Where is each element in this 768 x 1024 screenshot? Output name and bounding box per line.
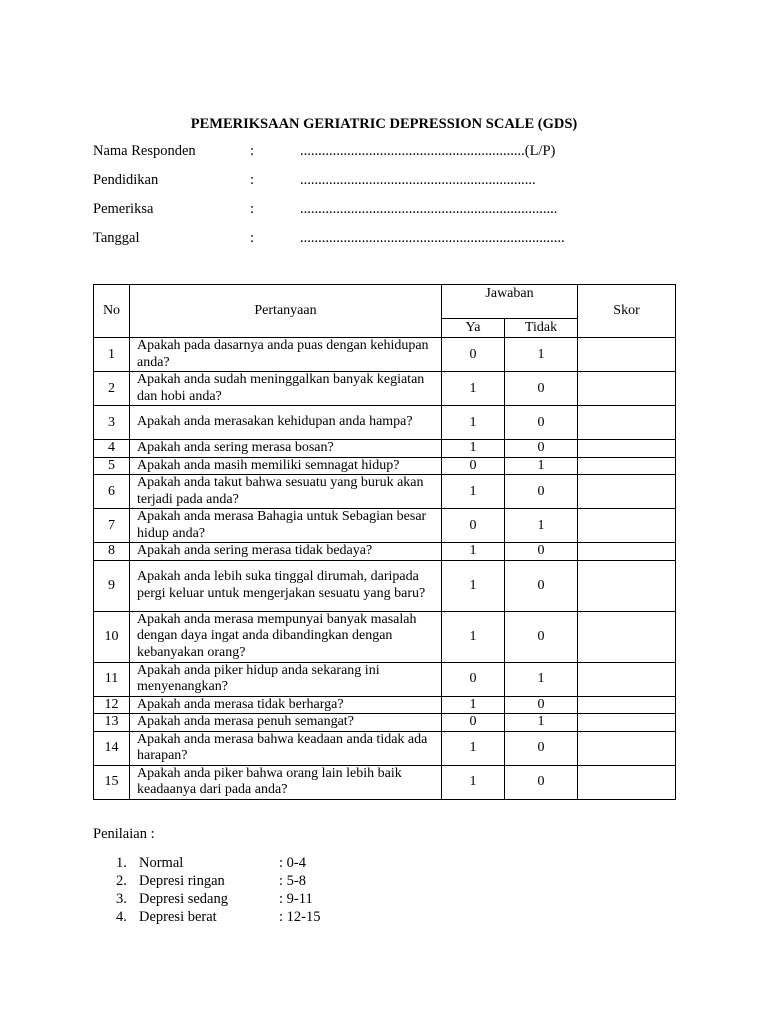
row-skor[interactable] [578, 475, 676, 509]
table-row [94, 696, 676, 714]
row-ya: 1 [442, 731, 505, 765]
row-ya: 1 [442, 372, 505, 406]
header-skor: Skor [578, 285, 676, 338]
row-tidak: 0 [505, 475, 578, 509]
table-row [94, 662, 676, 696]
penilaian-category: Normal [139, 855, 184, 871]
table-row [94, 714, 676, 732]
row-number: 5 [94, 457, 130, 475]
table-row [94, 765, 676, 799]
row-skor[interactable] [578, 440, 676, 458]
row-tidak: 0 [505, 560, 578, 611]
penilaian-item [116, 854, 416, 872]
penilaian-category: Depresi berat [139, 909, 217, 925]
row-ya: 1 [442, 611, 505, 662]
field-nama-responden [93, 141, 713, 161]
row-ya: 0 [442, 662, 505, 696]
row-ya: 0 [442, 338, 505, 372]
row-question: Apakah anda merasa mempunyai banyak masalah dengan daya ingat anda dibandingkan dengan kebanyakan orang? [130, 611, 442, 662]
field-colon: : [250, 143, 255, 159]
penilaian-category: Depresi sedang [139, 891, 228, 907]
row-question: Apakah anda lebih suka tinggal dirumah, daripada pergi keluar untuk mengerjakan sesuatu yang baru? [130, 560, 442, 611]
penilaian-range: : 9-11 [279, 891, 313, 907]
penilaian-item [116, 872, 416, 890]
penilaian-number: 1. [116, 855, 127, 871]
penilaian-item [116, 908, 416, 926]
row-ya: 1 [442, 475, 505, 509]
field-label: Pendidikan [93, 172, 159, 188]
row-ya: 1 [442, 543, 505, 561]
row-ya: 1 [442, 696, 505, 714]
penilaian-range: : 5-8 [279, 873, 306, 889]
row-ya: 1 [442, 406, 505, 440]
row-question: Apakah anda piker bahwa orang lain lebih baik keadaanya dari pada anda? [130, 765, 442, 799]
row-tidak: 0 [505, 440, 578, 458]
row-number: 13 [94, 714, 130, 732]
row-question: Apakah pada dasarnya anda puas dengan kehidupan anda? [130, 338, 442, 372]
header-tidak: Tidak [505, 319, 578, 338]
row-tidak: 1 [505, 338, 578, 372]
table-row [94, 440, 676, 458]
field-colon: : [250, 172, 255, 188]
row-skor[interactable] [578, 560, 676, 611]
field-value[interactable]: ................................................................. [300, 172, 536, 188]
row-skor[interactable] [578, 714, 676, 732]
row-skor[interactable] [578, 543, 676, 561]
row-question: Apakah anda merasa bahwa keadaan anda tidak ada harapan? [130, 731, 442, 765]
table-row [94, 372, 676, 406]
table-row [94, 475, 676, 509]
row-number: 8 [94, 543, 130, 561]
row-skor[interactable] [578, 509, 676, 543]
field-label: Pemeriksa [93, 201, 154, 217]
row-question: Apakah anda merasakan kehidupan anda hampa? [130, 406, 442, 440]
row-question: Apakah anda merasa penuh semangat? [130, 714, 442, 732]
header-jawaban: Jawaban [442, 285, 578, 319]
penilaian-range: : 0-4 [279, 855, 306, 871]
row-skor[interactable] [578, 611, 676, 662]
row-question: Apakah anda merasa Bahagia untuk Sebagian besar hidup anda? [130, 509, 442, 543]
row-ya: 0 [442, 457, 505, 475]
table-row [94, 406, 676, 440]
table-row [94, 509, 676, 543]
row-number: 9 [94, 560, 130, 611]
row-number: 7 [94, 509, 130, 543]
row-ya: 1 [442, 560, 505, 611]
penilaian-category: Depresi ringan [139, 873, 225, 889]
penilaian-range: : 12-15 [279, 909, 321, 925]
row-number: 15 [94, 765, 130, 799]
field-colon: : [250, 230, 255, 246]
field-colon: : [250, 201, 255, 217]
header-no: No [94, 285, 130, 338]
table-row [94, 611, 676, 662]
row-ya: 1 [442, 440, 505, 458]
row-tidak: 0 [505, 731, 578, 765]
field-value[interactable]: ....................................................................... [300, 201, 558, 217]
row-question: Apakah anda masih memiliki semnagat hidup? [130, 457, 442, 475]
row-skor[interactable] [578, 372, 676, 406]
row-skor[interactable] [578, 696, 676, 714]
row-question: Apakah anda sering merasa tidak bedaya? [130, 543, 442, 561]
table-row [94, 560, 676, 611]
row-number: 12 [94, 696, 130, 714]
field-label: Nama Responden [93, 143, 196, 159]
row-question: Apakah anda sering merasa bosan? [130, 440, 442, 458]
penilaian-item [116, 890, 416, 908]
row-question: Apakah anda piker hidup anda sekarang ini menyenangkan? [130, 662, 442, 696]
row-skor[interactable] [578, 731, 676, 765]
row-skor[interactable] [578, 765, 676, 799]
row-skor[interactable] [578, 457, 676, 475]
row-number: 14 [94, 731, 130, 765]
row-tidak: 0 [505, 372, 578, 406]
penilaian-number: 3. [116, 891, 127, 907]
row-skor[interactable] [578, 338, 676, 372]
row-number: 11 [94, 662, 130, 696]
field-tanggal [93, 228, 713, 248]
field-value[interactable]: ..............................................................(L/P) [300, 143, 556, 159]
page-title: PEMERIKSAAN GERIATRIC DEPRESSION SCALE (GDS) [190, 116, 578, 132]
field-label: Tanggal [93, 230, 140, 246]
row-number: 4 [94, 440, 130, 458]
penilaian-title: Penilaian : [93, 826, 155, 842]
row-number: 10 [94, 611, 130, 662]
row-question: Apakah anda merasa tidak berharga? [130, 696, 442, 714]
penilaian-number: 2. [116, 873, 127, 889]
row-number: 3 [94, 406, 130, 440]
row-number: 1 [94, 338, 130, 372]
table-row [94, 543, 676, 561]
row-skor[interactable] [578, 406, 676, 440]
row-tidak: 1 [505, 457, 578, 475]
row-tidak: 0 [505, 611, 578, 662]
row-ya: 0 [442, 714, 505, 732]
row-tidak: 0 [505, 543, 578, 561]
penilaian-number: 4. [116, 909, 127, 925]
gds-table [93, 284, 676, 800]
row-tidak: 1 [505, 714, 578, 732]
row-question: Apakah anda sudah meninggalkan banyak kegiatan dan hobi anda? [130, 372, 442, 406]
row-number: 2 [94, 372, 130, 406]
field-pendidikan [93, 170, 713, 190]
row-tidak: 0 [505, 696, 578, 714]
table-row [94, 338, 676, 372]
row-tidak: 1 [505, 509, 578, 543]
row-tidak: 1 [505, 662, 578, 696]
field-value[interactable]: ......................................................................... [300, 230, 565, 246]
row-ya: 1 [442, 765, 505, 799]
row-question: Apakah anda takut bahwa sesuatu yang buruk akan terjadi pada anda? [130, 475, 442, 509]
row-tidak: 0 [505, 765, 578, 799]
field-pemeriksa [93, 199, 713, 219]
row-tidak: 0 [505, 406, 578, 440]
row-skor[interactable] [578, 662, 676, 696]
row-number: 6 [94, 475, 130, 509]
header-pertanyaan: Pertanyaan [130, 285, 442, 338]
header-ya: Ya [442, 319, 505, 338]
table-row [94, 731, 676, 765]
row-ya: 0 [442, 509, 505, 543]
table-row [94, 457, 676, 475]
